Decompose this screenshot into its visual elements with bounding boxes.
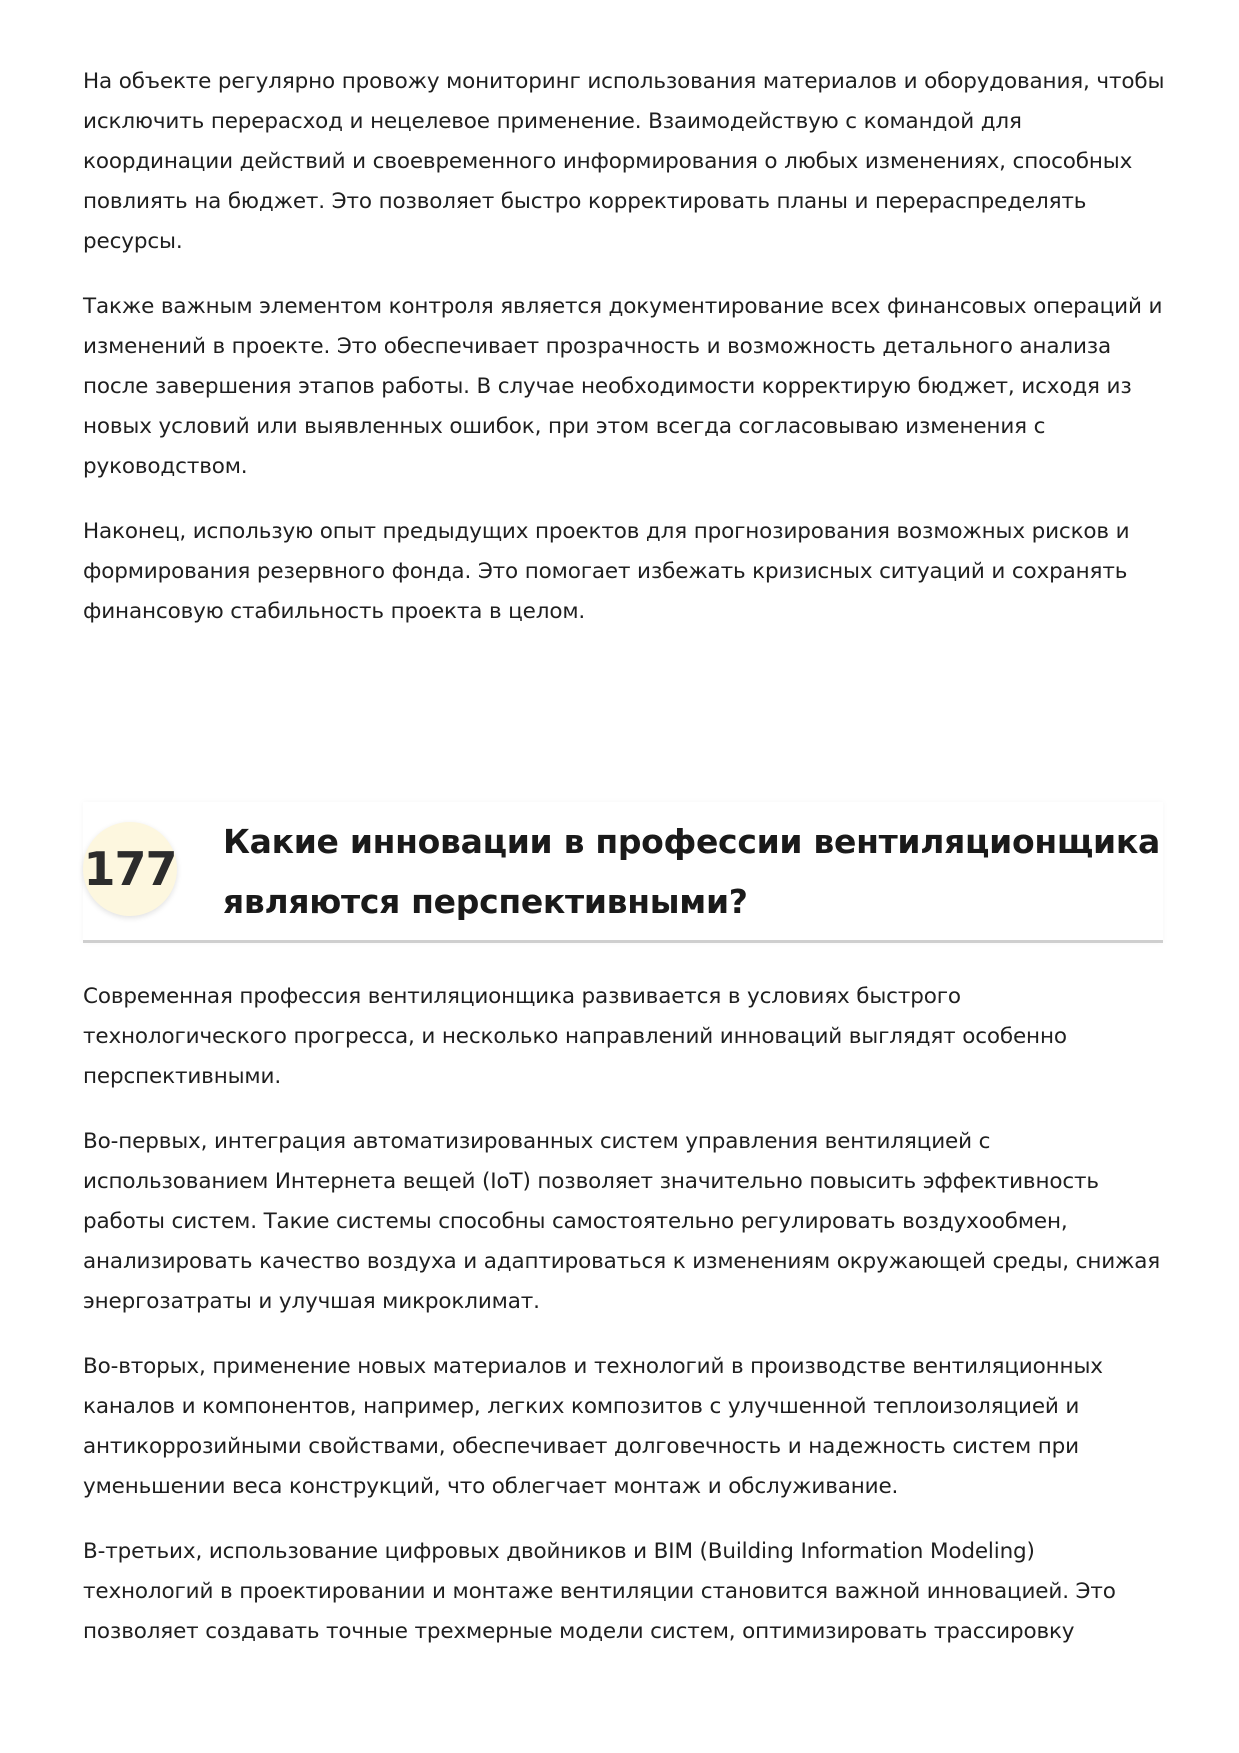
- paragraph: Также важным элементом контроля является документирование всех финансовых операций и изменений в проекте. Это обеспечивает прозрачность и возможность детального анализа после завершения этапов работы. В случае необходимости корректирую бюджет, исходя из новых условий или выявленных ошибок, при этом всегда согласовываю изменения с руководством.: [83, 294, 1163, 479]
- paragraph: В-третьих, использование цифровых двойников и BIM (Building Information Modeling) технологий в проектировании и монтаже вентиляции становится важной инновацией. Это позволяет создавать точные трехмерные модели систем, оптимизировать трассировку: [83, 1539, 1116, 1644]
- section-text-block: [83, 977, 1168, 1677]
- intro-text-block: [83, 62, 1168, 657]
- paragraph: Современная профессия вентиляционщика развивается в условиях быстрого технологического прогресса, и несколько направлений инноваций выглядят особенно перспективными.: [83, 984, 1067, 1089]
- question-number: 177: [83, 842, 177, 896]
- section-title: Какие инновации в профессии вентиляционщика являются перспективными?: [223, 822, 1160, 921]
- section-header: [83, 802, 1163, 943]
- paragraph: Наконец, использую опыт предыдущих проектов для прогнозирования возможных рисков и формирования резервного фонда. Это помогает избежать кризисных ситуаций и сохранять финансовую стабильность проекта в целом.: [83, 519, 1130, 624]
- paragraph: Во-вторых, применение новых материалов и технологий в производстве вентиляционных каналов и компонентов, например, легких композитов с улучшенной теплоизоляцией и антикоррозийными свойствами, обеспечивает долговечность и надежность систем при уменьшении веса конструкций, что облегчает монтаж и обслуживание.: [83, 1354, 1103, 1499]
- paragraph: На объекте регулярно провожу мониторинг использования материалов и оборудования, чтобы исключить перерасход и нецелевое применение. Взаимодействую с командой для координации действий и своевременного информирования о любых изменениях, способных повлиять на бюджет. Это позволяет быстро корректировать планы и перераспределять ресурсы.: [83, 69, 1165, 254]
- question-number-badge: [83, 822, 177, 916]
- paragraph: Во-первых, интеграция автоматизированных систем управления вентиляцией с использованием Интернета вещей (IoT) позволяет значительно повысить эффективность работы систем. Такие системы способны самостоятельно регулировать воздухообмен, анализировать качество воздуха и адаптироваться к изменениям окружающей среды, снижая энергозатраты и улучшая микроклимат.: [83, 1129, 1161, 1314]
